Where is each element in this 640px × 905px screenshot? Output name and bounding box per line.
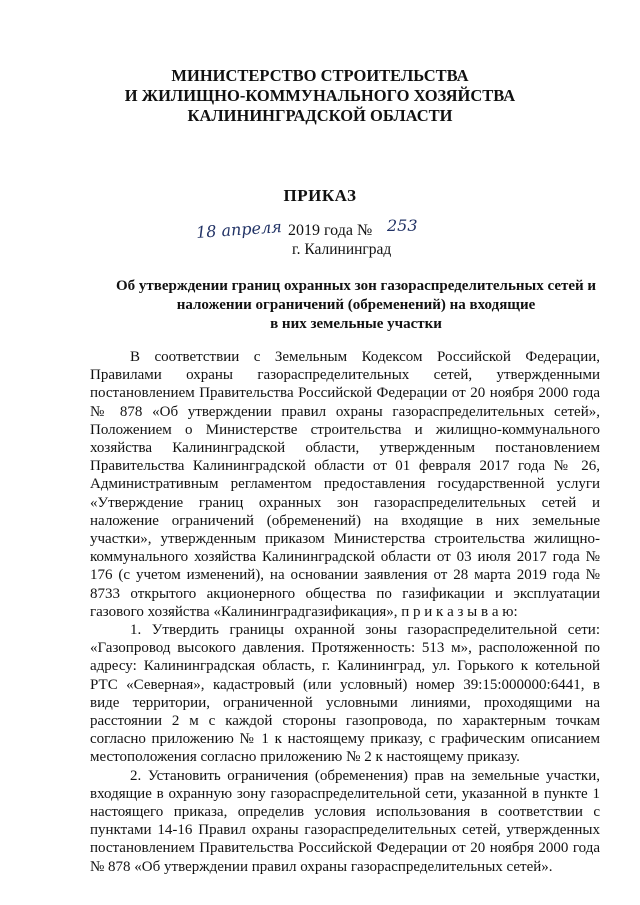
order-year-text: 2019 года № (288, 222, 373, 239)
order-title: ПРИКАЗ (283, 186, 357, 205)
ministry-header (0, 66, 640, 126)
order-subject (96, 277, 616, 334)
order-body (90, 348, 600, 876)
handwritten-date: 18 апреля (195, 217, 283, 242)
subject-line-2: наложении ограничений (обременений) на входящие (176, 297, 536, 313)
item-2-paragraph: 2. Установить ограничения (обременения) прав на земельные участки, входящие в охранную зону газораспределительной сети, указанной в пункте 1 настоящего приказа, определив условия использования в соответствии с пунктами 14-16 Правил охраны газораспределительных сетей, утвержденных постановлением Правительства Российской Федерации от 20 ноября 2000 года № 878 «Об утверждении правил охраны газораспределительных сетей». (90, 767, 600, 875)
preamble-paragraph: В соответствии с Земельным Кодексом Российской Федерации, Правилами охраны газораспределительных сетей, утвержденными постановлением Правительства Российской Федерации от 20 ноября 2000 года № 878 «Об утверждении правил охраны газораспределительных сетей», Положением о Министерстве строительства и жилищно-коммунального хозяйства Калининградской области, утвержденным постановлением Правительства Калининградской области от 01 февраля 2017 года № 26, Административным регламентом предоставления государственной услуги «Утверждение границ охранных зон газораспределительных сетей и наложение ограничений (обременений) на входящие в них земельные участки», утвержденным приказом Министерства строительства жилищно-коммунального хозяйства Калининградской области от 03 июля 2017 года № 176 (с учетом изменений), на основании заявления от 28 марта 2019 года № 8733 открытого акционерного общества по газификации и эксплуатации газового хозяйства «Калининградгазификация», п р и к а з ы в а ю: (90, 349, 600, 620)
order-city: г. Калининград (292, 241, 392, 258)
ministry-line-3: КАЛИНИНГРАДСКОЙ ОБЛАСТИ (187, 106, 453, 125)
handwritten-order-number: 253 (387, 216, 418, 235)
item-1-paragraph: 1. Утвердить границы охранной зоны газораспределительной сети: «Газопровод высокого давления. Протяженность: 513 м», расположенной по адресу: Калининградская область, г. Калининград, ул. Горького к котельной РТС «Северная», кадастровый (или условный) номер 39:15:000000:6441, в виде территории, ограниченной условными линиями, проходящими на расстоянии 2 м с каждой стороны газопровода, по характерным точкам согласно приложению № 1 к настоящему приказу, с графическим описанием местоположения согласно приложению № 2 к настоящему приказу. (90, 622, 600, 766)
ministry-line-1: МИНИСТЕРСТВО СТРОИТЕЛЬСТВА (171, 66, 469, 85)
subject-line-3: в них земельные участки (270, 316, 442, 332)
ministry-line-2: И ЖИЛИЩНО-КОММУНАЛЬНОГО ХОЗЯЙСТВА (124, 86, 516, 105)
subject-line-1: Об утверждении границ охранных зон газораспределительных сетей и (115, 278, 597, 294)
